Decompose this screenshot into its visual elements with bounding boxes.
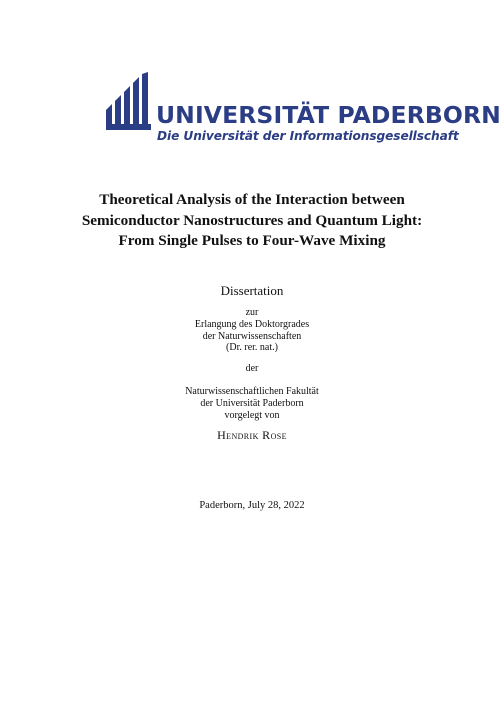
degree-block [0, 307, 504, 354]
author-name: Hendrik Rose [217, 428, 287, 442]
faculty-line-2: der Universität Paderborn [200, 397, 304, 409]
faculty-block [0, 386, 504, 421]
document-type: Dissertation [220, 283, 284, 298]
place-date: Paderborn, July 28, 2022 [199, 500, 305, 511]
degree-line-2: Erlangung des Doktorgrades [194, 318, 310, 330]
faculty-line-3: vorgelegt von [224, 409, 280, 421]
degree-line-4: (Dr. rer. nat.) [226, 342, 278, 354]
university-name: UNIVERSITÄT PADERBORN [156, 101, 501, 129]
university-logo-mark-icon [106, 72, 151, 130]
degree-line-3: der Naturwissenschaften [202, 330, 302, 342]
university-tagline: Die Universität der Informationsgesellschaft [157, 129, 459, 143]
title-line-2: Semiconductor Nanostructures and Quantum Light: [81, 211, 423, 229]
title-line-1: Theoretical Analysis of the Interaction between [99, 191, 405, 208]
university-logo [106, 72, 501, 147]
faculty-line-1: Naturwissenschaftlichen Fakultät [185, 386, 319, 397]
degree-line-1: zur [245, 307, 259, 318]
der-text: der [245, 363, 259, 374]
thesis-title [0, 190, 504, 252]
title-line-3: From Single Pulses to Four-Wave Mixing [118, 232, 386, 249]
